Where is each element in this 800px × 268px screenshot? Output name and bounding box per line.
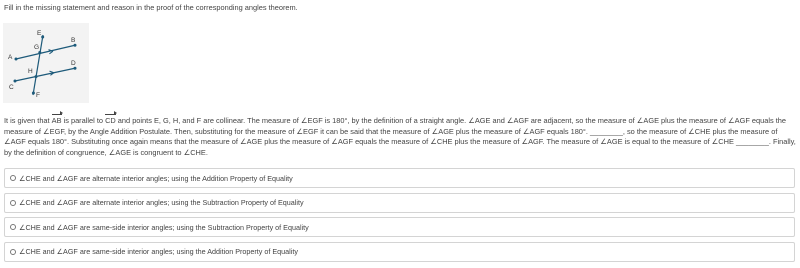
answer-option-2[interactable] (4, 193, 795, 213)
point-b (74, 44, 77, 47)
parallel-lines-figure (3, 23, 89, 103)
label-a: A (8, 54, 13, 61)
radio-button[interactable] (10, 175, 16, 181)
proof-text-3: and points E, G, H, and F are collinear. The measure of ∠EGF is 180°, by the definition of a straight angle. ∠AGE and ∠AGF are adjacent, so the measure of ∠AGE plus the measure of ∠AGF equals the measure of ∠EGF, by the Angle Addition Postulate. Then, substituting for the measure of ∠EGF it can be said that the measure of ∠AGE plus the measure of ∠AGF equals 180°. ________, so the measure of ∠CHE plus the measure of ∠AGF equals 180°. Substituting once again means that the measure of ∠AGE plus the measure of ∠AGF equals the measure of ∠CHE plus the measure of ∠AGF. The measure of ∠AGE is equal to the measure of ∠CHE ________. Finally, by the definition of congruence, ∠AGE is congruent to ∠CHE. (4, 116, 796, 157)
point-h (35, 75, 38, 78)
label-c: C (9, 84, 14, 91)
point-f (32, 92, 35, 95)
proof-text-1: It is given that (4, 116, 52, 125)
proof-paragraph (4, 114, 796, 158)
radio-button[interactable] (10, 224, 16, 230)
answer-options (4, 168, 795, 266)
point-a (15, 58, 18, 61)
label-b: B (71, 37, 76, 44)
proof-text-2: is parallel to (61, 116, 106, 125)
answer-option-label: ∠CHE and ∠AGF are same-side interior angles; using the Addition Property of Equality (19, 247, 298, 256)
line-ab (16, 45, 76, 59)
label-e: E (37, 30, 42, 37)
answer-option-4[interactable] (4, 242, 795, 262)
figure-diagram (3, 23, 89, 103)
radio-button[interactable] (10, 249, 16, 255)
radio-button[interactable] (10, 200, 16, 206)
answer-option-label: ∠CHE and ∠AGF are alternate interior angles; using the Addition Property of Equality (19, 173, 293, 183)
point-g (38, 51, 41, 54)
answer-option-1[interactable] (4, 168, 795, 188)
answer-option-label: ∠CHE and ∠AGF are alternate interior angles; using the Subtraction Property of Equality (19, 198, 304, 207)
segment-cd: CD (105, 116, 116, 125)
label-f: F (36, 92, 40, 99)
answer-option-3[interactable] (4, 217, 795, 237)
label-d: D (71, 60, 76, 67)
line-cd (15, 68, 76, 81)
segment-ab: AB (51, 116, 62, 125)
question-prompt: Fill in the missing statement and reason in the proof of the corresponding angles theorem. (4, 3, 298, 12)
point-d (74, 67, 77, 70)
label-h: H (28, 68, 33, 75)
label-g: G (34, 44, 40, 51)
answer-option-label: ∠CHE and ∠AGF are same-side interior angles; using the Subtraction Property of Equality (19, 222, 309, 232)
point-c (14, 80, 17, 83)
point-e (41, 36, 44, 39)
